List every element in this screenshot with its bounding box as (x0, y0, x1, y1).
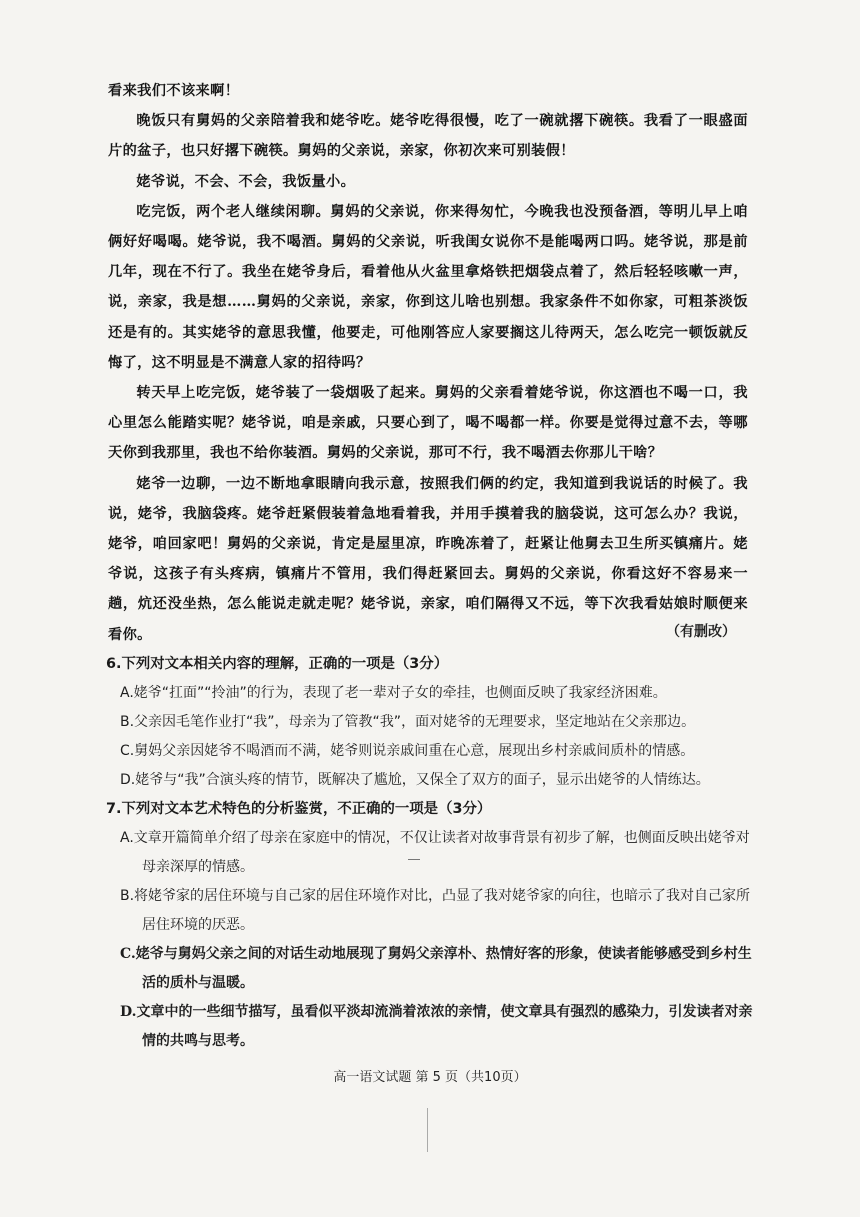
question-title: 7.下列对文本艺术特色的分析鉴赏，不正确的一项是（3分） (106, 801, 492, 817)
option-b: B.父亲因毛笔作业打“我”，母亲为了管教“我”，面对姥爷的无理要求，坚定地站在父亲那边。 (120, 714, 696, 730)
passage-paragraph: 转天早上吃完饭，姥爷装了一袋烟吸了起来。舅妈的父亲看着姥爷说，你这酒也不喝一口，我心里怎么能踏实呢？姥爷说，咱是亲戚，只要心到了，喝不喝都一样。你要是觉得过意不去，等哪天你到我那里，我也不给你装酒。舅妈的父亲说，那可不行，我不喝酒去你那儿干啥？ (108, 385, 748, 462)
question-title: 6.下列对文本相关内容的理解，正确的一项是（3分） (106, 656, 449, 672)
source-note: （有删改） (666, 624, 736, 640)
option-a: A.文章开篇简单介绍了母亲在家庭中的情况，不仅让读者对故事背景有初步了解，也侧面反映出姥爷对母亲深厚的情感。 (120, 830, 750, 875)
option-a: A.姥爷“扛面”“拎油”的行为，表现了老一辈对子女的牵挂，也侧面反映了我家经济困难。 (120, 685, 667, 701)
scan-artifact (408, 859, 420, 860)
question-7 (106, 795, 756, 1056)
passage-paragraph: 晚饭只有舅妈的父亲陪着我和姥爷吃。姥爷吃得很慢，吃了一碗就撂下碗筷。我看了一眼盛面片的盆子，也只好撂下碗筷。舅妈的父亲说，亲家，你初次来可别装假！ (108, 113, 748, 160)
question-section (106, 650, 756, 1056)
option-d: D.文章中的一些细节描写，虽看似平淡却流淌着浓浓的亲情，使文章具有强烈的感染力，引发读者对亲情的共鸣与思考。 (120, 1004, 753, 1049)
option-c: C.舅妈父亲因姥爷不喝酒而不满，姥爷则说亲戚间重在心意，展现出乡村亲戚间质朴的情感。 (120, 743, 695, 759)
passage-paragraph: 姥爷一边聊，一边不断地拿眼睛向我示意，按照我们俩的约定，我知道到我说话的时候了。我说，姥爷，我脑袋疼。姥爷赶紧假装着急地看着我，并用手摸着我的脑袋说，这可怎么办？我说，姥爷，咱回家吧！舅妈的父亲说，肯定是屋里凉，昨晚冻着了，赶紧让他舅去卫生所买镇痛片。姥爷说，这孩子有头疼病，镇痛片不管用，我们得赶紧回去。舅妈的父亲说，你看这好不容易来一趟，炕还没坐热，怎么能说走就走呢？姥爷说，亲家，咱们隔得又不远，等下次我看姑娘时顺便来看你。 (108, 475, 748, 643)
option-b: B.将姥爷家的居住环境与自己家的居住环境作对比，凸显了我对姥爷家的向往，也暗示了我对自己家所居住环境的厌恶。 (120, 888, 751, 933)
page-footer: 高一语文试题 第 5 页（共10页） (333, 1070, 527, 1085)
passage-paragraph: 看来我们不该来啊！ (108, 83, 240, 99)
question-6 (106, 650, 756, 795)
reading-passage (108, 76, 748, 650)
option-c: C.姥爷与舅妈父亲之间的对话生动地展现了舅妈父亲淳朴、热情好客的形象，使读者能够感受到乡村生活的质朴与温暖。 (120, 946, 752, 991)
scan-artifact (427, 1108, 428, 1152)
passage-paragraph: 吃完饭，两个老人继续闲聊。舅妈的父亲说，你来得匆忙，今晚我也没预备酒，等明儿早上咱俩好好喝喝。姥爷说，我不喝酒。舅妈的父亲说，听我闺女说你不是能喝两口吗。姥爷说，那是前几年，现在不行了。我坐在姥爷身后，看着他从火盆里拿烙铁把烟袋点着了，然后轻轻咳嗽一声，说，亲家，我是想……舅妈的父亲说，亲家，你到这儿啥也别想。我家条件不如你家，可粗茶淡饭还是有的。其实姥爷的意思我懂，他要走，可他刚答应人家要搁这儿待两天，怎么吃完一顿饭就反悔了，这不明显是不满意人家的招待吗？ (108, 203, 748, 371)
option-d: D.姥爷与“我”合演头疼的情节，既解决了尴尬，又保全了双方的面子，显示出姥爷的人情练达。 (120, 772, 710, 788)
passage-paragraph: 姥爷说，不会、不会，我饭量小。 (136, 173, 356, 190)
